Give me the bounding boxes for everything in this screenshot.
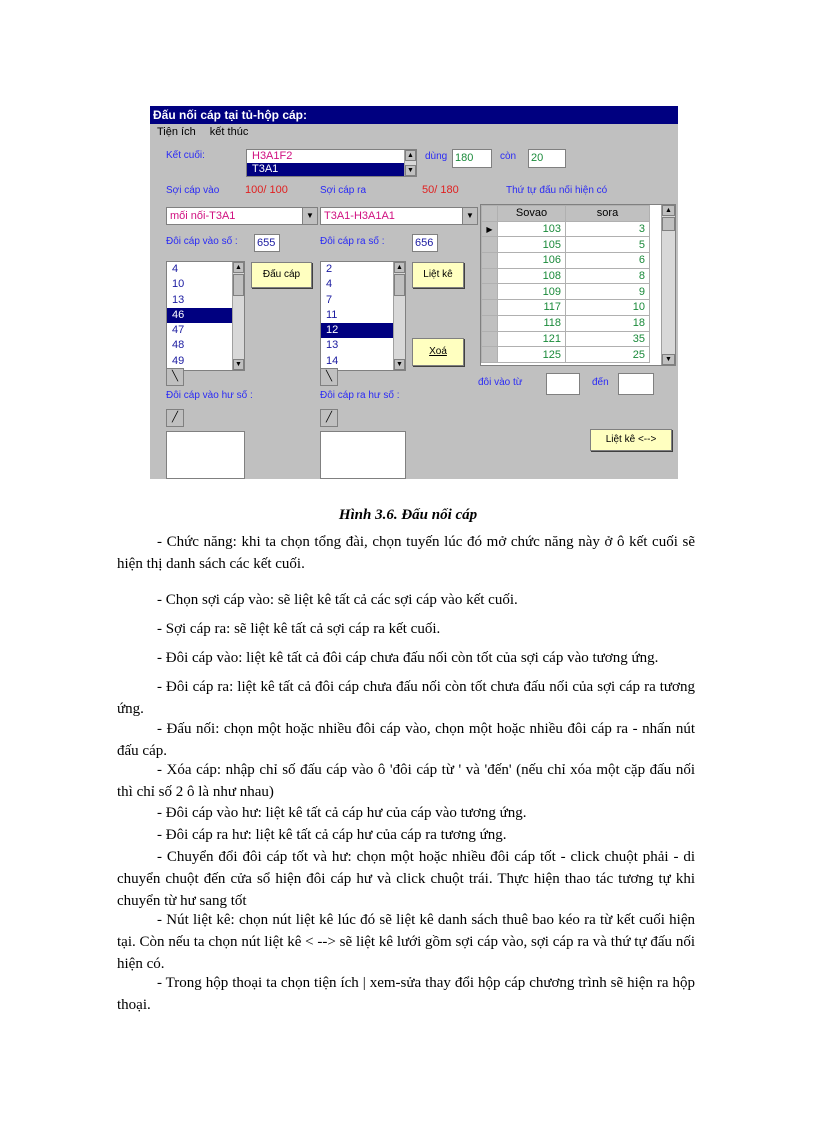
list-item-selected[interactable]: 46 xyxy=(167,308,244,323)
soi-cap-vao-combo[interactable] xyxy=(166,207,318,225)
thu-tu-label: Thứ tự đấu nối hiện có xyxy=(506,185,608,196)
list-item[interactable]: 47 xyxy=(172,324,185,337)
row-selector[interactable] xyxy=(482,347,498,363)
dialog-title: Đấu nối cáp tại tủ-hộp cáp: xyxy=(150,106,678,124)
connection-grid[interactable] xyxy=(480,204,676,366)
doi-cap-ra-so-field[interactable]: 656 xyxy=(412,234,438,252)
move-down-icon[interactable]: ╲ xyxy=(166,368,184,386)
grid-scrollbar[interactable] xyxy=(661,205,675,365)
soi-cap-ra-value: T3A1-H3A1A1 xyxy=(324,210,395,222)
grid-header-sora[interactable]: sora xyxy=(566,206,650,222)
cell-sovao[interactable]: 121 xyxy=(498,331,566,347)
paragraph: - Xóa cáp: nhập chỉ số đấu cáp vào ô 'đôi cáp từ ' và 'đến' (nếu chỉ xóa một cặp đấu nối thì chỉ số 2 ô là như nhau) xyxy=(117,762,695,800)
scroll-down-icon[interactable]: ▼ xyxy=(394,359,405,370)
scroll-down-icon[interactable]: ▼ xyxy=(233,359,244,370)
cell-sovao[interactable]: 117 xyxy=(498,300,566,316)
cell-sora[interactable]: 3 xyxy=(566,221,650,237)
table-row[interactable] xyxy=(482,347,650,363)
row-selector[interactable] xyxy=(482,253,498,269)
dropdown-arrow-icon[interactable]: ▼ xyxy=(462,208,477,224)
soi-cap-ra-combo[interactable] xyxy=(320,207,478,225)
list-item[interactable]: 49 xyxy=(172,354,185,367)
paragraph: - Đôi cáp vào hư: liệt kê tất cả cáp hư của cáp vào tương ứng. xyxy=(157,805,527,821)
doi-cap-vao-so-field[interactable]: 655 xyxy=(254,234,280,252)
paragraph: - Đấu nối: chọn một hoặc nhiều đôi cáp vào, chọn một hoặc nhiều đôi cáp ra - nhấn nút đấu cáp. xyxy=(117,721,695,759)
dau-cap-button[interactable]: Đấu cáp xyxy=(251,262,312,288)
menu-tien-ich[interactable]: Tiện ích xyxy=(157,126,196,138)
list-scrollbar[interactable] xyxy=(393,262,405,370)
cell-sora[interactable]: 18 xyxy=(566,315,650,331)
table-row[interactable] xyxy=(482,284,650,300)
paragraph: - Chuyển đổi đôi cáp tốt và hư: chọn một hoặc nhiều đôi cáp tốt - click chuột phải - di chuyển chuột đến cửa sổ hiện đôi cáp hư và click chuột trái. Thực hiện thao tác tương tự khi chuyển từ hư sang tốt xyxy=(117,849,695,909)
row-selector[interactable] xyxy=(482,237,498,253)
soi-cap-vao-count: 100/ 100 xyxy=(245,184,288,196)
list-item[interactable]: 13 xyxy=(172,293,185,306)
soi-cap-ra-label: Sợi cáp ra xyxy=(320,185,367,196)
row-selector[interactable] xyxy=(482,268,498,284)
doi-vao-tu-field[interactable] xyxy=(546,373,580,395)
cell-sovao[interactable]: 125 xyxy=(498,347,566,363)
doi-cap-vao-hu-label: Đôi cáp vào hư số : xyxy=(166,390,253,401)
cell-sora[interactable]: 5 xyxy=(566,237,650,253)
doi-cap-vao-so-label: Đôi cáp vào số : xyxy=(166,236,238,247)
table-row[interactable] xyxy=(482,331,650,347)
row-selector[interactable] xyxy=(482,331,498,347)
menu-bar xyxy=(150,124,678,140)
scroll-down-icon[interactable]: ▼ xyxy=(662,354,675,365)
dropdown-arrow-icon[interactable]: ▼ xyxy=(302,208,317,224)
ket-cuoi-label: Kết cuối: xyxy=(166,150,205,161)
list-item[interactable]: 2 xyxy=(326,263,333,275)
paragraph: - Trong hộp thoại ta chọn tiện ích | xem-sửa thay đổi hộp cáp chương trình sẽ hiện ra hộp thoại. xyxy=(117,975,695,1013)
table-row[interactable] xyxy=(482,221,650,237)
cell-sora[interactable]: 10 xyxy=(566,300,650,316)
doi-cap-ra-hu-label: Đôi cáp ra hư số : xyxy=(320,390,400,401)
dung-label: dùng xyxy=(425,151,448,162)
liet-ke-all-button[interactable]: Liệt kê <--> xyxy=(590,429,672,451)
xoa-button[interactable]: Xoá xyxy=(412,338,464,366)
row-selector[interactable] xyxy=(482,300,498,316)
list-scrollbar[interactable] xyxy=(232,262,244,370)
con-field[interactable]: 20 xyxy=(528,149,566,168)
den-label: đến xyxy=(592,377,609,388)
doi-cap-vao-list[interactable] xyxy=(166,261,245,371)
paragraph: - Nút liệt kê: chọn nút liệt kê lúc đó sẽ liệt kê danh sách thuê bao kéo ra từ kết cuối hiện tại. Còn nếu ta chọn nút liệt kê < --> sẽ liệt kê lưới gồm sợi cáp vào, sợi cáp ra và thứ tự đấu nối hiện có. xyxy=(117,912,695,972)
table-row[interactable] xyxy=(482,237,650,253)
soi-cap-vao-label: Sợi cáp vào xyxy=(166,185,220,196)
scroll-thumb[interactable] xyxy=(394,274,405,296)
cell-sora[interactable]: 35 xyxy=(566,331,650,347)
scroll-up-icon[interactable]: ▲ xyxy=(233,262,244,273)
con-label: còn xyxy=(500,151,517,162)
cable-connection-dialog xyxy=(150,106,678,479)
connection-table xyxy=(481,205,650,363)
scroll-up-icon[interactable]: ▲ xyxy=(405,150,416,161)
row-selector[interactable] xyxy=(482,315,498,331)
cell-sovao[interactable]: 118 xyxy=(498,315,566,331)
cell-sovao[interactable]: 103 xyxy=(498,221,566,237)
ket-cuoi-item[interactable]: H3A1F2 xyxy=(252,150,293,162)
row-selector-header xyxy=(482,206,498,222)
grid-header-sovao[interactable]: Sovao xyxy=(498,206,566,222)
ket-cuoi-list[interactable] xyxy=(246,149,417,177)
doi-cap-ra-so-label: Đôi cáp ra số : xyxy=(320,236,385,247)
row-selector[interactable] xyxy=(482,284,498,300)
menu-ket-thuc[interactable]: kết thúc xyxy=(209,126,249,138)
list-item-selected[interactable]: 12 xyxy=(321,323,405,338)
table-row[interactable] xyxy=(482,300,650,316)
soi-cap-ra-count: 50/ 180 xyxy=(422,184,459,196)
move-down-icon[interactable]: ╲ xyxy=(320,368,338,386)
list-item[interactable]: 4 xyxy=(172,263,179,275)
liet-ke-button[interactable]: Liệt kê xyxy=(412,262,464,288)
current-row-icon[interactable]: ▶ xyxy=(482,221,498,237)
figure-caption: Hình 3.6. Đấu nối cáp xyxy=(338,507,478,523)
doi-vao-tu-label: đôi vào từ xyxy=(478,377,523,388)
scroll-up-icon[interactable]: ▲ xyxy=(662,205,675,216)
doi-cap-ra-hu-list[interactable] xyxy=(320,431,406,479)
scroll-up-icon[interactable]: ▲ xyxy=(394,262,405,273)
cell-sora[interactable]: 25 xyxy=(566,347,650,363)
ket-cuoi-scrollbar[interactable] xyxy=(404,150,416,176)
doi-cap-ra-list[interactable] xyxy=(320,261,406,371)
cell-sora[interactable]: 6 xyxy=(566,253,650,269)
paragraph: - Đôi cáp vào: liệt kê tất cả đôi cáp chưa đấu nối còn tốt của sợi cáp vào tương ứng. xyxy=(157,650,659,666)
paragraph: - Chức năng: khi ta chọn tổng đài, chọn tuyến lúc đó mở chức năng này ở ô kết cuối sẽ hiện thị danh sách các kết cuối. xyxy=(117,534,695,572)
scroll-thumb[interactable] xyxy=(662,217,675,231)
move-up-icon[interactable]: ╱ xyxy=(320,409,338,427)
list-item[interactable]: 4 xyxy=(326,278,333,291)
scroll-thumb[interactable] xyxy=(233,274,244,296)
scroll-down-icon[interactable]: ▼ xyxy=(405,165,416,176)
list-item[interactable]: 10 xyxy=(172,278,185,291)
cell-sovao[interactable]: 105 xyxy=(498,237,566,253)
den-field[interactable] xyxy=(618,373,654,395)
table-row[interactable] xyxy=(482,253,650,269)
cell-sora[interactable]: 8 xyxy=(566,268,650,284)
paragraph: - Đôi cáp ra: liệt kê tất cả đôi cáp chưa đấu nối còn tốt chưa đấu nối của sợi cáp ra tương ứng. xyxy=(117,679,695,717)
list-item[interactable]: 14 xyxy=(326,354,339,367)
table-row[interactable] xyxy=(482,315,650,331)
paragraph: - Đôi cáp ra hư: liệt kê tất cả cáp hư của cáp ra tương ứng. xyxy=(157,827,507,843)
list-item[interactable]: 48 xyxy=(172,339,185,352)
list-item[interactable]: 7 xyxy=(326,293,333,306)
cell-sovao[interactable]: 109 xyxy=(498,284,566,300)
cell-sovao[interactable]: 106 xyxy=(498,253,566,269)
cell-sora[interactable]: 9 xyxy=(566,284,650,300)
move-up-icon[interactable]: ╱ xyxy=(166,409,184,427)
ket-cuoi-item-selected[interactable]: T3A1 xyxy=(247,163,416,176)
list-item[interactable]: 13 xyxy=(326,339,339,352)
list-item[interactable]: 11 xyxy=(326,308,338,321)
paragraph: - Chọn sợi cáp vào: sẽ liệt kê tất cả các sợi cáp vào kết cuối. xyxy=(157,592,518,608)
cell-sovao[interactable]: 108 xyxy=(498,268,566,284)
soi-cap-vao-value: mối nối-T3A1 xyxy=(170,210,236,222)
dung-field[interactable]: 180 xyxy=(452,149,492,168)
table-row[interactable] xyxy=(482,268,650,284)
doi-cap-vao-hu-list[interactable] xyxy=(166,431,245,479)
paragraph: - Sợi cáp ra: sẽ liệt kê tất cả sợi cáp ra kết cuối. xyxy=(157,621,441,637)
